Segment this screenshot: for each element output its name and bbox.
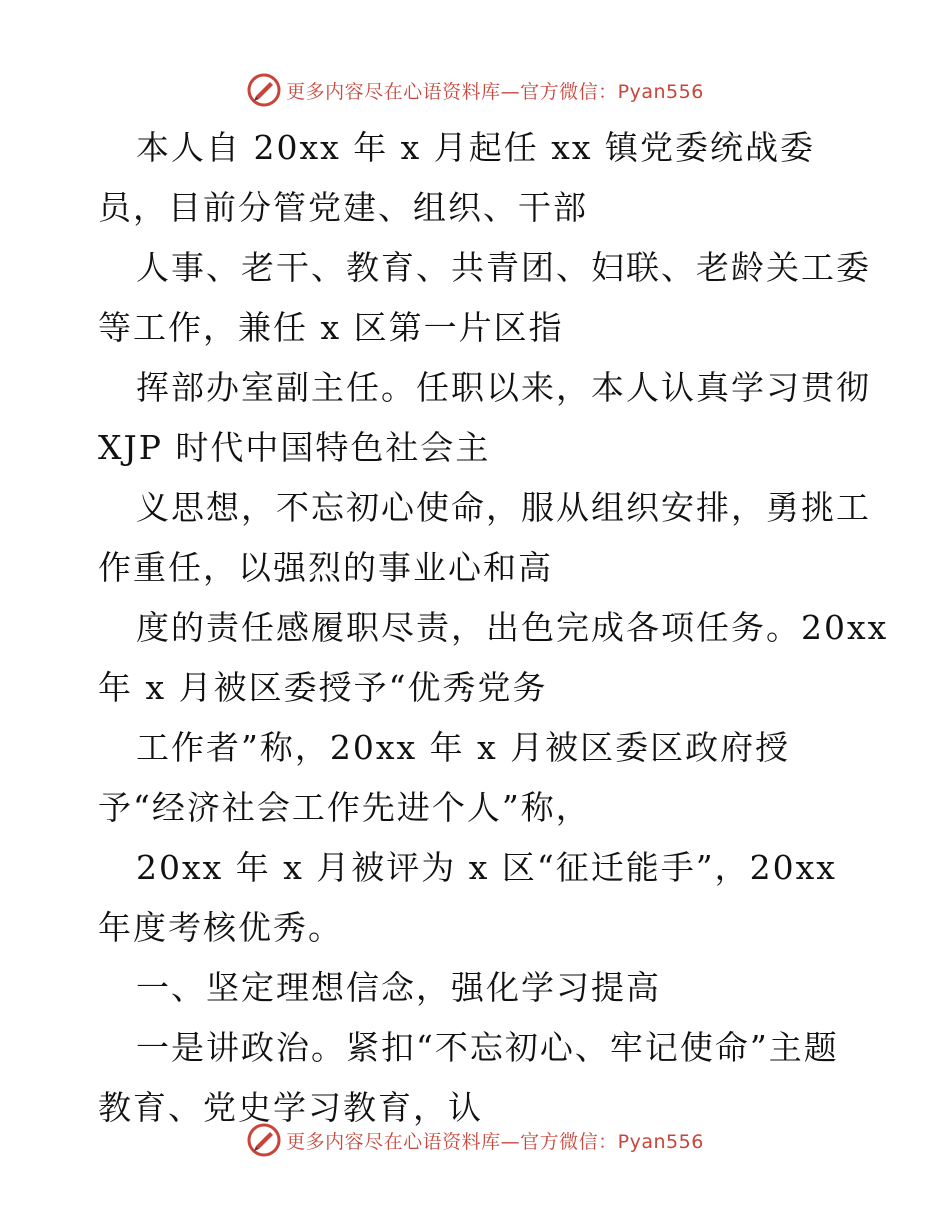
text-line: 年 x 月被区委授予“优秀党务 xyxy=(98,668,548,707)
section-heading: 一、坚定理想信念，强化学习提高 xyxy=(136,968,661,1007)
text-line: 教育、党史学习教育，认 xyxy=(98,1088,483,1127)
pen-logo-icon xyxy=(246,1122,282,1158)
header-banner xyxy=(0,72,950,108)
banner-text: 更多内容尽在心语资料库—官方微信：Pyan556 xyxy=(286,1130,704,1153)
text-line: 义思想，不忘初心使命，服从组织安排，勇挑工 xyxy=(136,488,871,527)
text-line: 一是讲政治。紧扣“不忘初心、牢记使命”主题 xyxy=(136,1028,839,1067)
text-line: 人事、老干、教育、共青团、妇联、老龄关工委 xyxy=(136,248,871,287)
text-line: 员，目前分管党建、组织、干部 xyxy=(98,188,588,227)
document-body xyxy=(98,118,889,1138)
text-line: 予“经济社会工作先进个人”称， xyxy=(98,788,591,827)
text-line: 挥部办室副主任。任职以来，本人认真学习贯彻 xyxy=(136,368,871,407)
text-line: 20xx 年 x 月被评为 x 区“征迁能手”，20xx xyxy=(136,848,837,887)
text-line: 作重任，以强烈的事业心和高 xyxy=(98,548,553,587)
footer-banner xyxy=(0,1122,950,1158)
text-line: 等工作，兼任 x 区第一片区指 xyxy=(98,308,564,347)
text-line: 本人自 20xx 年 x 月起任 xx 镇党委统战委 xyxy=(136,128,815,167)
text-line: XJP 时代中国特色社会主 xyxy=(98,428,491,467)
text-line: 度的责任感履职尽责，出色完成各项任务。20xx xyxy=(136,608,889,647)
pen-logo-icon xyxy=(246,72,282,108)
banner-text: 更多内容尽在心语资料库—官方微信：Pyan556 xyxy=(286,80,704,103)
text-line: 年度考核优秀。 xyxy=(98,908,343,947)
text-line: 工作者”称，20xx 年 x 月被区委区政府授 xyxy=(136,728,791,767)
